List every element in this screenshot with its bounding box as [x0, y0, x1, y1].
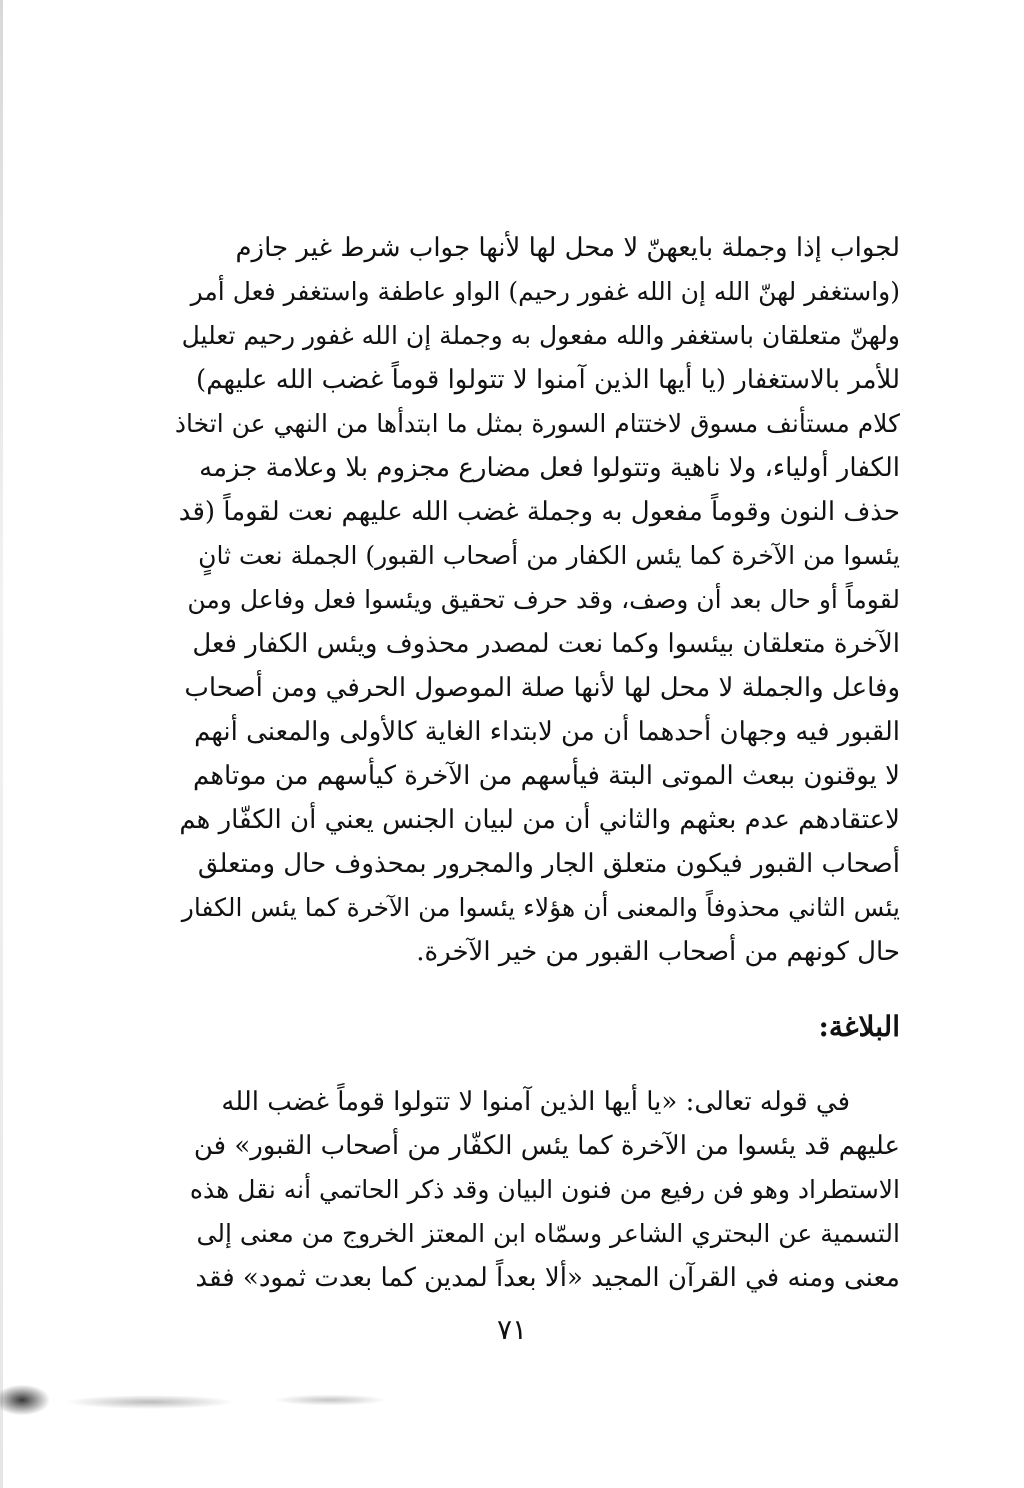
scan-smudge — [0, 1360, 440, 1430]
text-line: لجواب إذا وجملة بايعهنّ لا محل لها لأنها جواب شرط غير جازم — [235, 233, 900, 263]
text-line: للأمر بالاستغفار (يا أيها الذين آمنوا لا تتولوا قوماً غضب الله عليهم) — [196, 365, 900, 395]
text-line: الآخرة متعلقان بيئسوا وكما نعت لمصدر محذوف ويئس الكفار فعل — [192, 629, 900, 659]
text-line: حال كونهم من أصحاب القبور من خير الآخرة. — [416, 937, 900, 967]
text-line: القبور فيه وجهان أحدهما أن من لابتداء الغاية كالأولى والمعنى أنهم — [194, 717, 900, 747]
text-line: ولهنّ متعلقان باستغفر والله مفعول به وجملة إن الله غفور رحيم تعليل — [181, 321, 900, 350]
text-line: لا يوقنون ببعث الموتى البتة فيأسهم من الآخرة كيأسهم من موتاهم — [193, 761, 900, 791]
text-line: يئس الثاني محذوفاً والمعنى أن هؤلاء يئسوا من الآخرة كما يئس الكفار — [181, 893, 900, 922]
text-line: (واستغفر لهنّ الله إن الله غفور رحيم) الواو عاطفة واستغفر فعل أمر — [190, 277, 900, 306]
text-line: يئسوا من الآخرة كما يئس الكفار من أصحاب القبور) الجملة نعت ثانٍ — [198, 541, 900, 570]
text-line: الكفار أولياء، ولا ناهية وتتولوا فعل مضارع مجزوم بلا وعلامة جزمه — [199, 453, 900, 483]
text-line: حذف النون وقوماً مفعول به وجملة غضب الله عليهم نعت لقوماً (قد — [178, 497, 900, 527]
page-edge-shadow — [0, 0, 3, 1488]
text-line: وفاعل والجملة لا محل لها لأنها صلة الموصول الحرفي ومن أصحاب — [184, 673, 900, 703]
text-line: لقوماً أو حال بعد أن وصف، وقد حرف تحقيق ويئسوا فعل وفاعل ومن — [187, 585, 900, 614]
text-line: الاستطراد وهو فن رفيع من فنون البيان وقد ذكر الحاتمي أنه نقل هذه — [189, 1175, 900, 1204]
text-line: أصحاب القبور فيكون متعلق الجار والمجرور بمحذوف حال ومتعلق — [197, 849, 900, 879]
text-line: لاعتقادهم عدم بعثهم والثاني أن من لبيان الجنس يعني أن الكفّار هم — [179, 805, 900, 835]
body-paragraph-1 — [172, 226, 900, 974]
section-heading: البلاغة: — [818, 1010, 900, 1043]
page-number: ٧١ — [496, 1313, 528, 1346]
body-paragraph-2 — [172, 1080, 900, 1300]
text-line: كلام مستأنف مسوق لاختتام السورة بمثل ما ابتدأها من النهي عن اتخاذ — [174, 409, 900, 438]
text-line: في قوله تعالى: «يا أيها الذين آمنوا لا تتولوا قوماً غضب الله — [221, 1087, 850, 1117]
text-line: عليهم قد يئسوا من الآخرة كما يئس الكفّار من أصحاب القبور» فن — [193, 1131, 900, 1161]
text-line: معنى ومنه في القرآن المجيد «ألا بعداً لمدين كما بعدت ثمود» فقد — [195, 1263, 900, 1293]
text-line: التسمية عن البحتري الشاعر وسمّاه ابن المعتز الخروج من معنى إلى — [196, 1219, 900, 1248]
